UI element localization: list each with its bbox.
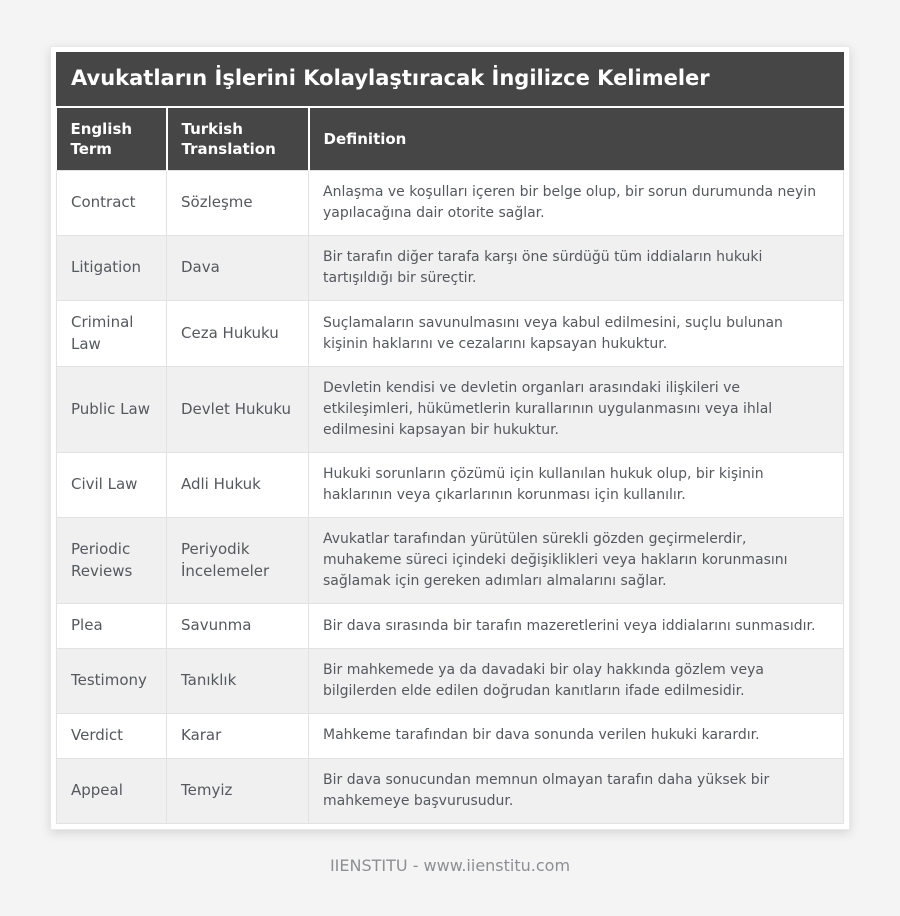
turkish-translation-cell: Periyodik İncelemeler	[167, 518, 309, 604]
turkish-translation-cell: Temyiz	[167, 758, 309, 823]
table-row	[57, 300, 844, 367]
turkish-translation-cell: Karar	[167, 714, 309, 759]
definition-cell: Bir mahkemede ya da davadaki bir olay hakkında gözlem veya bilgilerden elde edilen doğrudan kanıtların ifade edilmesidir.	[309, 649, 844, 714]
english-term-cell: Criminal Law	[57, 300, 167, 367]
definition-cell: Devletin kendisi ve devletin organları arasındaki ilişkileri ve etkileşimleri, hükümetlerin kurallarının uygulanmasını veya ihlal edilmesini kapsayan bir hukuktur.	[309, 367, 844, 453]
definition-cell: Mahkeme tarafından bir dava sonunda verilen hukuki karardır.	[309, 714, 844, 759]
definition-cell: Bir dava sırasında bir tarafın mazeretlerini veya iddialarını sunmasıdır.	[309, 604, 844, 649]
table-row	[57, 518, 844, 604]
vocab-table-body	[57, 170, 844, 823]
turkish-translation-cell: Ceza Hukuku	[167, 300, 309, 367]
table-row	[57, 235, 844, 300]
turkish-translation-cell: Sözleşme	[167, 170, 309, 235]
table-row	[57, 453, 844, 518]
english-term-cell: Plea	[57, 604, 167, 649]
definition-cell: Bir tarafın diğer tarafa karşı öne sürdüğü tüm iddiaların hukuki tartışıldığı bir süreçtir.	[309, 235, 844, 300]
table-row	[57, 649, 844, 714]
table-row	[57, 170, 844, 235]
english-term-cell: Litigation	[57, 235, 167, 300]
english-term-cell: Contract	[57, 170, 167, 235]
definition-cell: Hukuki sorunların çözümü için kullanılan hukuk olup, bir kişinin haklarının veya çıkarlarının korunması için kullanılır.	[309, 453, 844, 518]
english-term-cell: Testimony	[57, 649, 167, 714]
definition-cell: Bir dava sonucundan memnun olmayan tarafın daha yüksek bir mahkemeye başvurusudur.	[309, 758, 844, 823]
definition-cell: Anlaşma ve koşulları içeren bir belge olup, bir sorun durumunda neyin yapılacağına dair otorite sağlar.	[309, 170, 844, 235]
column-header-turkish-translation: Turkish Translation	[167, 108, 309, 170]
page-title: Avukatların İşlerini Kolaylaştıracak İngilizce Kelimeler	[56, 52, 844, 106]
english-term-cell: Public Law	[57, 367, 167, 453]
english-term-cell: Periodic Reviews	[57, 518, 167, 604]
definition-cell: Suçlamaların savunulmasını veya kabul edilmesini, suçlu bulunan kişinin haklarını ve cezalarını kapsayan hukuktur.	[309, 300, 844, 367]
column-header-definition: Definition	[309, 108, 844, 170]
definition-cell: Avukatlar tarafından yürütülen sürekli gözden geçirmelerdir, muhakeme süreci içindeki değişiklikleri veya hakların korunmasını sağlamak için gereken adımları almalarını sağlar.	[309, 518, 844, 604]
english-term-cell: Civil Law	[57, 453, 167, 518]
column-header-english-term: English Term	[57, 108, 167, 170]
footer-credit: IIENSTITU - www.iienstitu.com	[329, 855, 571, 875]
english-term-cell: Verdict	[57, 714, 167, 759]
vocab-table	[56, 108, 844, 824]
turkish-translation-cell: Tanıklık	[167, 649, 309, 714]
turkish-translation-cell: Dava	[167, 235, 309, 300]
english-term-cell: Appeal	[57, 758, 167, 823]
turkish-translation-cell: Savunma	[167, 604, 309, 649]
table-row	[57, 758, 844, 823]
table-row	[57, 714, 844, 759]
turkish-translation-cell: Devlet Hukuku	[167, 367, 309, 453]
table-row	[57, 604, 844, 649]
table-row	[57, 367, 844, 453]
turkish-translation-cell: Adli Hukuk	[167, 453, 309, 518]
table-header-row	[57, 108, 844, 170]
vocab-card	[50, 46, 850, 830]
